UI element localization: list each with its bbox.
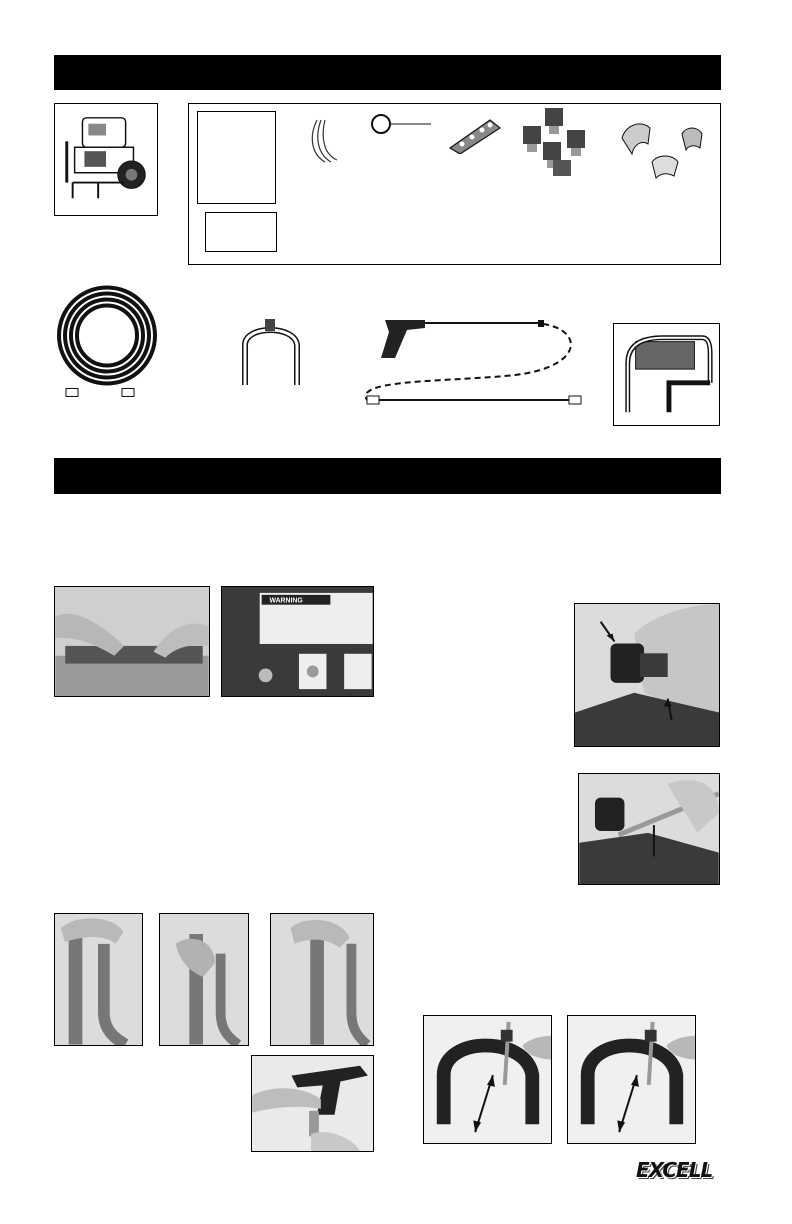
photo-knob-with-arrows: [574, 603, 720, 747]
pressure-washer-icon: [55, 104, 157, 215]
photo-install-decal-hands: [54, 586, 210, 697]
photo-handle-step-1: [54, 913, 143, 1046]
photo-frame-adjust-2: [567, 1015, 696, 1144]
gun-holder-bracket-icon: [235, 315, 315, 395]
accessory-label-box-2: [205, 212, 277, 252]
photo-knob-with-wand: [578, 773, 720, 885]
filter-screen-icon: [369, 112, 439, 142]
o-ring-kit-icon: [305, 116, 345, 166]
quick-connect-nozzles-icon: [517, 104, 597, 184]
mounting-bracket-icon: [444, 114, 504, 154]
section-header-bar-2: [54, 458, 721, 494]
section-header-bar-1: [54, 55, 721, 90]
handle-frame-icon: [614, 324, 719, 425]
excell-logo: [636, 1158, 726, 1192]
pressure-washer-unit-illustration: [54, 103, 158, 216]
handle-frame-illustration: [613, 323, 720, 426]
accessories-panel: [188, 103, 721, 265]
photo-connect-hose-to-gun: [251, 1055, 374, 1152]
photo-handle-step-2: [159, 913, 249, 1046]
warning-decal-text: WARNING: [269, 597, 303, 605]
spray-gun-and-wand-icon: [355, 310, 595, 410]
rubber-grips-icon: [614, 114, 724, 184]
photo-nozzle-holders-decal: [221, 586, 374, 697]
high-pressure-hose-icon: [52, 278, 162, 403]
photo-handle-step-3: [270, 913, 374, 1046]
accessory-label-box-1: [197, 111, 276, 204]
photo-frame-adjust-1: [423, 1015, 552, 1144]
logo-text: EXCELL: [636, 1158, 713, 1182]
